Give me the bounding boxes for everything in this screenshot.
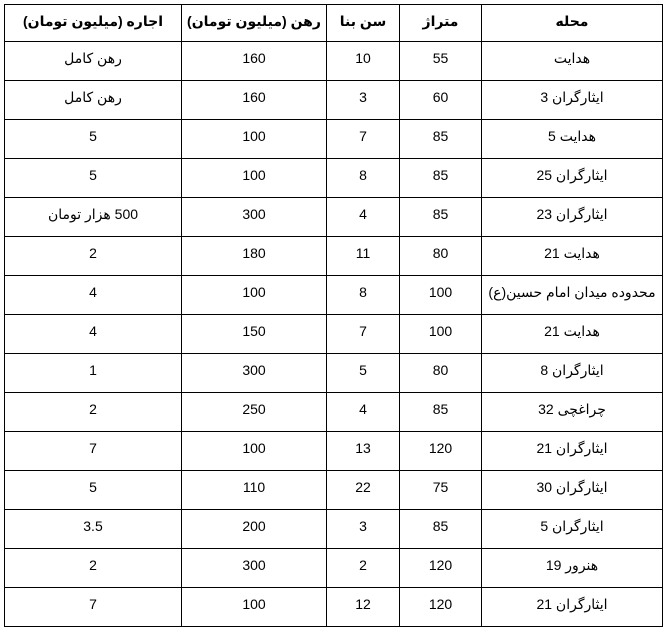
building-age-cell: 7	[327, 120, 400, 159]
table-row	[5, 276, 663, 315]
table-row	[5, 198, 663, 237]
neighborhood-cell: هدایت 21	[482, 315, 663, 354]
table-row	[5, 159, 663, 198]
rent-cell: 3.5	[5, 510, 182, 549]
building-age-cell: 8	[327, 159, 400, 198]
neighborhood-cell: هنرور 19	[482, 549, 663, 588]
neighborhood-cell: هدایت 21	[482, 237, 663, 276]
table-row	[5, 588, 663, 627]
deposit-cell: 250	[182, 393, 327, 432]
deposit-cell: 100	[182, 120, 327, 159]
building-age-cell: 13	[327, 432, 400, 471]
table-row	[5, 315, 663, 354]
neighborhood-cell: هدایت 5	[482, 120, 663, 159]
area-cell: 60	[400, 81, 482, 120]
area-cell: 120	[400, 432, 482, 471]
area-cell: 100	[400, 276, 482, 315]
rent-cell: 2	[5, 393, 182, 432]
building-age-cell: 11	[327, 237, 400, 276]
area-cell: 100	[400, 315, 482, 354]
header-area: متراژ	[400, 5, 482, 42]
deposit-cell: 300	[182, 354, 327, 393]
building-age-cell: 7	[327, 315, 400, 354]
neighborhood-cell: ایثارگران 5	[482, 510, 663, 549]
area-cell: 120	[400, 549, 482, 588]
area-cell: 85	[400, 510, 482, 549]
table-row	[5, 120, 663, 159]
header-deposit: رهن (میلیون تومان)	[182, 5, 327, 42]
header-row	[5, 5, 663, 42]
rent-cell: 1	[5, 354, 182, 393]
deposit-cell: 200	[182, 510, 327, 549]
deposit-cell: 100	[182, 588, 327, 627]
neighborhood-cell: ایثارگران 23	[482, 198, 663, 237]
rent-cell: رهن کامل	[5, 81, 182, 120]
neighborhood-cell: هدایت	[482, 42, 663, 81]
building-age-cell: 3	[327, 510, 400, 549]
neighborhood-cell: ایثارگران 8	[482, 354, 663, 393]
rent-cell: 5	[5, 471, 182, 510]
rent-cell: 2	[5, 549, 182, 588]
rent-cell: رهن کامل	[5, 42, 182, 81]
deposit-cell: 110	[182, 471, 327, 510]
rent-cell: 5	[5, 159, 182, 198]
header-rent: اجاره (میلیون تومان)	[5, 5, 182, 42]
area-cell: 85	[400, 393, 482, 432]
table-row	[5, 471, 663, 510]
rent-cell: 7	[5, 432, 182, 471]
header-building-age: سن بنا	[327, 5, 400, 42]
neighborhood-cell: چراغچی 32	[482, 393, 663, 432]
deposit-cell: 160	[182, 42, 327, 81]
deposit-cell: 100	[182, 159, 327, 198]
building-age-cell: 8	[327, 276, 400, 315]
deposit-cell: 300	[182, 198, 327, 237]
deposit-cell: 100	[182, 276, 327, 315]
table-row	[5, 432, 663, 471]
listings-table	[4, 4, 663, 627]
area-cell: 120	[400, 588, 482, 627]
rent-cell: 2	[5, 237, 182, 276]
building-age-cell: 12	[327, 588, 400, 627]
deposit-cell: 160	[182, 81, 327, 120]
neighborhood-cell: ایثارگران 3	[482, 81, 663, 120]
building-age-cell: 4	[327, 198, 400, 237]
neighborhood-cell: ایثارگران 21	[482, 588, 663, 627]
building-age-cell: 5	[327, 354, 400, 393]
building-age-cell: 4	[327, 393, 400, 432]
neighborhood-cell: ایثارگران 25	[482, 159, 663, 198]
area-cell: 75	[400, 471, 482, 510]
deposit-cell: 150	[182, 315, 327, 354]
table-row	[5, 237, 663, 276]
building-age-cell: 22	[327, 471, 400, 510]
deposit-cell: 300	[182, 549, 327, 588]
table-row	[5, 81, 663, 120]
table-row	[5, 393, 663, 432]
table-row	[5, 354, 663, 393]
area-cell: 55	[400, 42, 482, 81]
area-cell: 80	[400, 237, 482, 276]
building-age-cell: 2	[327, 549, 400, 588]
table-row	[5, 549, 663, 588]
table-body	[5, 42, 663, 627]
deposit-cell: 180	[182, 237, 327, 276]
area-cell: 85	[400, 159, 482, 198]
rent-cell: 4	[5, 276, 182, 315]
rent-cell: 4	[5, 315, 182, 354]
area-cell: 85	[400, 120, 482, 159]
area-cell: 85	[400, 198, 482, 237]
neighborhood-cell: ایثارگران 30	[482, 471, 663, 510]
rent-cell: 7	[5, 588, 182, 627]
table-row	[5, 510, 663, 549]
area-cell: 80	[400, 354, 482, 393]
rent-cell: 500 هزار تومان	[5, 198, 182, 237]
building-age-cell: 3	[327, 81, 400, 120]
deposit-cell: 100	[182, 432, 327, 471]
rent-cell: 5	[5, 120, 182, 159]
neighborhood-cell: ایثارگران 21	[482, 432, 663, 471]
building-age-cell: 10	[327, 42, 400, 81]
neighborhood-cell: محدوده میدان امام حسین(ع)	[482, 276, 663, 315]
table-row	[5, 42, 663, 81]
header-neighborhood: محله	[482, 5, 663, 42]
